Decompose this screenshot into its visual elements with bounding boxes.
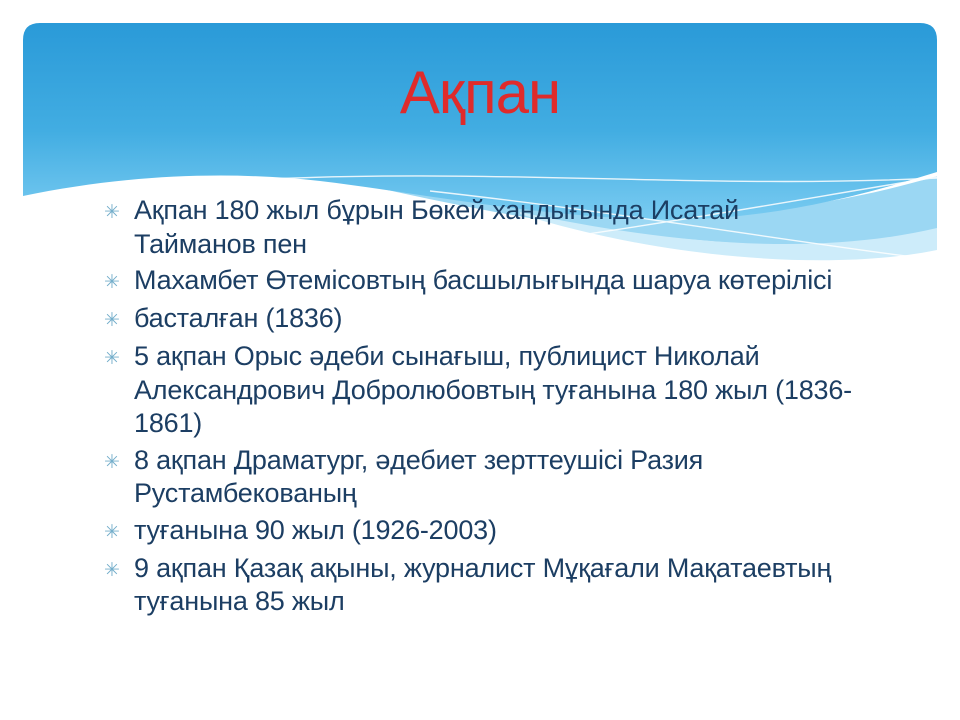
bullet-marker-icon: ✳ <box>104 310 120 331</box>
bullet-line: басталған (1836) <box>134 303 343 333</box>
bullet-text <box>134 302 904 336</box>
bullet-marker-icon: ✳ <box>104 451 120 473</box>
bullet-marker-icon: ✳ <box>104 272 120 293</box>
bullet-line: Махамбет Өтемісовтың басшылығында шаруа көтерілісі <box>134 265 833 295</box>
bullet-item <box>104 552 904 619</box>
bullet-line: Тайманов пен <box>134 228 307 259</box>
bullet-line: Рустамбекованың <box>134 478 357 508</box>
bullet-text <box>134 340 904 441</box>
bullet-item <box>104 302 904 337</box>
bullet-line: туғанына 85 жыл <box>134 586 345 616</box>
bullet-marker-icon: ✳ <box>104 202 120 223</box>
bullet-line: 5 ақпан Орыс әдеби сынағыш, публицист Николай <box>134 341 760 371</box>
bullet-marker-icon: ✳ <box>104 559 120 581</box>
bullet-item <box>104 340 904 441</box>
bullet-item <box>104 514 904 549</box>
bullet-line: 1861) <box>134 408 203 438</box>
bullet-item <box>104 194 904 261</box>
bullet-marker-icon: ✳ <box>104 348 120 369</box>
bullet-text <box>134 264 904 298</box>
bullet-line: Ақпан 180 жыл бұрын Бөкей хандығында Исатай <box>134 195 740 225</box>
bullet-text <box>134 552 904 619</box>
bullet-line: 9 ақпан Қазақ ақыны, журналист Мұқағали Мақатаевтың <box>134 552 832 583</box>
bullet-text <box>134 514 904 548</box>
bullet-text <box>134 444 904 511</box>
bullet-marker-icon: ✳ <box>104 521 120 543</box>
bullet-line: туғанына 90 жыл (1926-2003) <box>134 514 497 545</box>
slide-title: Ақпан <box>399 59 561 126</box>
bullet-line: Александрович Добролюбовтың туғанына 180 жыл (1836- <box>134 374 852 405</box>
bullet-line: 8 ақпан Драматург, әдебиет зерттеушісі Разия <box>134 444 704 475</box>
bullet-item <box>104 264 904 299</box>
bullet-item <box>104 444 904 511</box>
bullet-text <box>134 194 904 261</box>
bullet-list <box>104 194 904 622</box>
